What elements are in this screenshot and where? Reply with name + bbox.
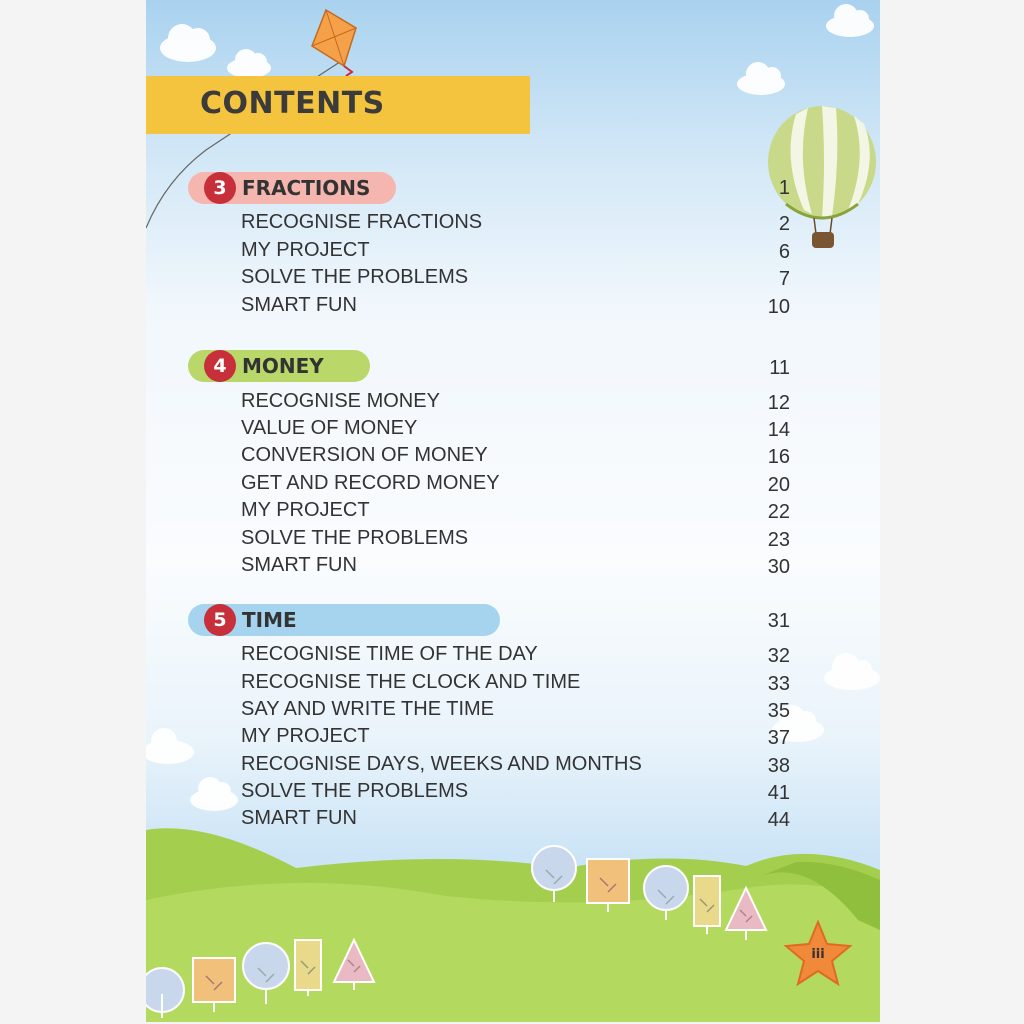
toc-entry: MY PROJECT — [241, 499, 370, 521]
section-number: 5 — [204, 604, 236, 636]
page-number: iii — [811, 947, 825, 962]
toc-entry: SMART FUN — [241, 294, 357, 316]
toc-page-number: 23 — [767, 529, 790, 551]
section-number: 3 — [204, 172, 236, 204]
toc-page-number: 2 — [778, 213, 790, 235]
toc-entry: RECOGNISE DAYS, WEEKS AND MONTHS — [241, 753, 642, 775]
toc-page-number: 35 — [767, 700, 790, 722]
toc-entry: RECOGNISE MONEY — [241, 390, 440, 412]
section-number: 4 — [204, 350, 236, 382]
cloud-icon — [826, 4, 874, 37]
section-title: MONEY — [242, 354, 324, 378]
cloud-icon — [227, 49, 271, 78]
toc-entry: SAY AND WRITE THE TIME — [241, 698, 495, 720]
toc-entry: MY PROJECT — [241, 725, 370, 747]
toc-entry: RECOGNISE FRACTIONS — [241, 211, 483, 233]
cloud-icon — [190, 777, 238, 811]
toc-page-number: 30 — [767, 556, 790, 578]
toc-page-number: 7 — [778, 268, 790, 290]
toc-page-number: 16 — [767, 446, 790, 468]
cloud-icon — [160, 24, 216, 62]
tree-icon — [694, 876, 720, 934]
toc-entry: VALUE OF MONEY — [241, 417, 418, 439]
toc-entry: SMART FUN — [241, 554, 357, 576]
toc-page-number: 14 — [767, 419, 790, 441]
tree-icon — [295, 940, 321, 996]
page-title: CONTENTS — [200, 86, 385, 121]
section-page-number: 1 — [778, 177, 790, 199]
cloud-icon — [824, 653, 880, 690]
cloud-icon — [146, 728, 194, 764]
section-title: TIME — [242, 608, 297, 632]
section-page-number: 31 — [767, 610, 790, 632]
toc-entry: SOLVE THE PROBLEMS — [241, 266, 469, 288]
toc-page-number: 33 — [767, 673, 790, 695]
contents-page — [146, 0, 880, 1022]
toc-page-number: 44 — [767, 809, 790, 831]
toc-entry: RECOGNISE TIME OF THE DAY — [241, 643, 538, 665]
toc-page-number: 38 — [767, 755, 790, 777]
toc-page-number: 12 — [767, 392, 790, 414]
toc-page-number: 37 — [767, 727, 790, 749]
toc-entry: SOLVE THE PROBLEMS — [241, 527, 469, 549]
toc-entry: GET AND RECORD MONEY — [241, 472, 500, 494]
toc-page-number: 22 — [767, 501, 790, 523]
toc-page-number: 32 — [767, 645, 790, 667]
toc-page-number: 41 — [767, 782, 790, 804]
toc-entry: SMART FUN — [241, 807, 357, 829]
toc-entry: CONVERSION OF MONEY — [241, 444, 488, 466]
toc-entry: MY PROJECT — [241, 239, 370, 261]
toc-entry: RECOGNISE THE CLOCK AND TIME — [241, 671, 581, 693]
cloud-icon — [737, 62, 785, 95]
toc-page-number: 6 — [778, 241, 790, 263]
toc-page-number: 10 — [767, 296, 790, 318]
toc-page-number: 20 — [767, 474, 790, 496]
toc-entry: SOLVE THE PROBLEMS — [241, 780, 469, 802]
section-page-number: 11 — [769, 357, 790, 379]
section-title: FRACTIONS — [242, 176, 371, 200]
